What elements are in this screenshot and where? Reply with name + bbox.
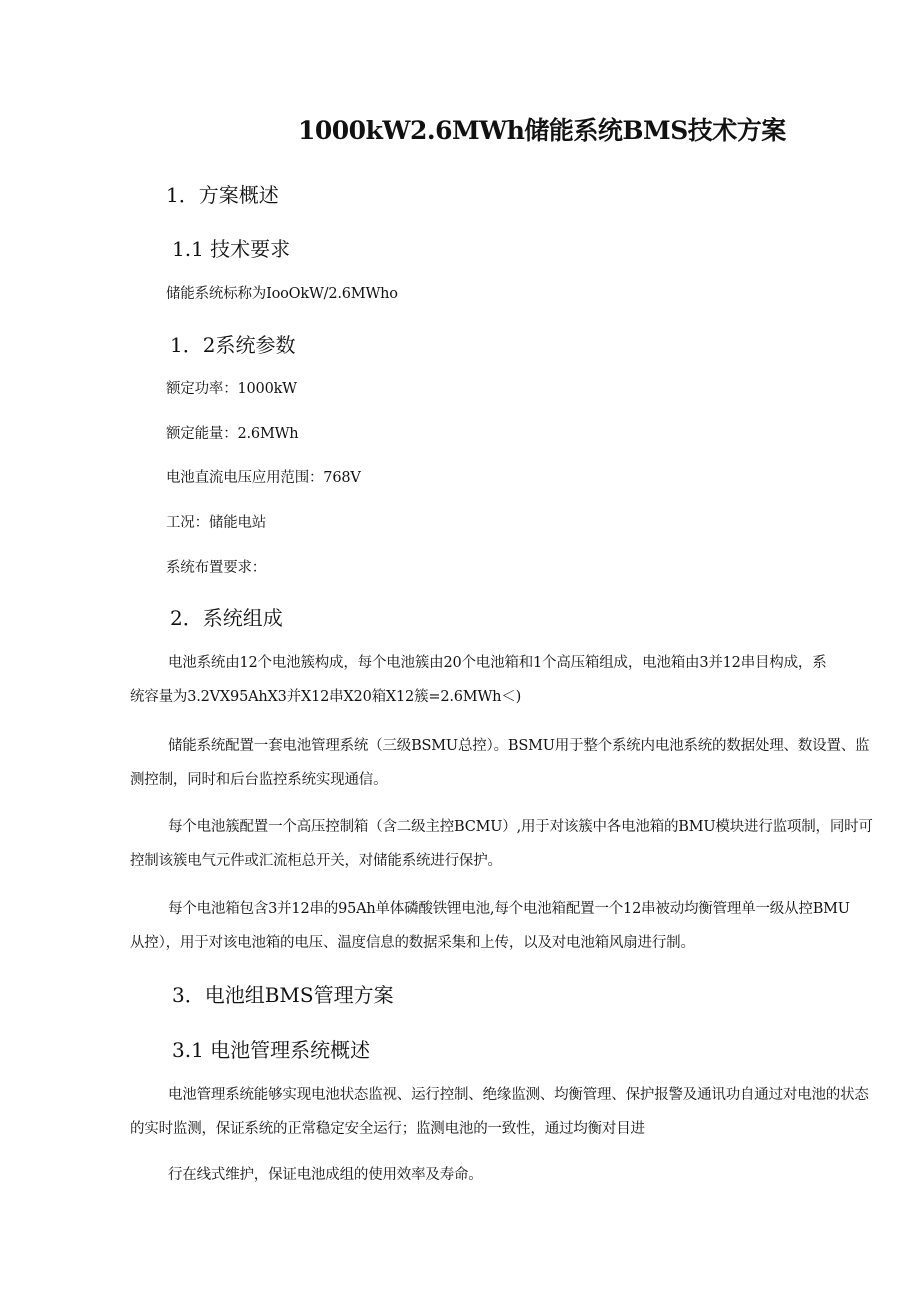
section-1-1-heading: 1.1 技术要求 (172, 237, 291, 261)
section-2-heading: 2．系统组成 (170, 606, 283, 630)
param-rated-energy: 额定能量：2.6MWh (166, 426, 299, 442)
section-3-1-para-line-2: 的实时监测，保证系统的正常稳定安全运行；监测电池的一致性，通过均衡对目进 (130, 1121, 645, 1137)
section-3-1-para-line-3: 行在线式维护，保证电池成组的使用效率及寿命。 (168, 1167, 483, 1183)
section-2-para-4-line-1: 每个电池箱包含3并12串的95Ah单体磷酸铁锂电池,每个电池箱配置一个12串被动均衡管理单一级从控BMU (168, 901, 850, 917)
section-3-1-heading: 3.1 电池管理系统概述 (172, 1038, 371, 1062)
section-1-1-text: 储能系统标称为IooOkW/2.6MWho (166, 286, 398, 302)
param-dc-voltage-range: 电池直流电压应用范围：768V (166, 470, 361, 486)
document-title: 1000kW2.6MWh储能系统BMS技术方案 (298, 116, 786, 145)
section-2-para-2-line-1: 储能系统配置一套电池管理系统（三级BSMU总控）。BSMU用于整个系统内电池系统的数据处理、数设置、监 (168, 738, 870, 754)
param-rated-power: 额定功率：1000kW (166, 381, 297, 397)
section-1-heading: 1．方案概述 (166, 183, 279, 207)
section-2-para-3-line-2: 控制该簇电气元件或汇流柜总开关，对储能系统进行保护。 (130, 853, 502, 869)
section-2-para-1-line-1: 电池系统由12个电池簇构成，每个电池簇由20个电池箱和1个高压箱组成，电池箱由3并12串目构成，系 (168, 655, 827, 671)
section-2-para-3-line-1: 每个电池簇配置一个高压控制箱（含二级主控BCMU）,用于对该簇中各电池箱的BMU模块进行监项制，同时可 (168, 819, 873, 835)
param-layout-requirement: 系统布置要求： (166, 560, 267, 576)
param-working-condition: 工况：储能电站 (166, 515, 267, 531)
section-2-para-4-line-2: 从控），用于对该电池箱的电压、温度信息的数据采集和上传，以及对电池箱风扇进行制。 (130, 935, 695, 951)
section-3-heading: 3．电池组BMS管理方案 (172, 983, 394, 1007)
section-3-1-para-line-1: 电池管理系统能够实现电池状态监视、运行控制、绝缘监测、均衡管理、保护报警及通讯功自通过对电池的状态 (168, 1087, 869, 1103)
section-2-para-2-line-2: 测控制，同时和后台监控系统实现通信。 (130, 772, 388, 788)
section-1-2-heading: 1．2系统参数 (170, 333, 296, 357)
section-2-para-1-line-2: 统容量为3.2VX95AhX3并X12串X20箱X12簇=2.6MWh＜) (130, 689, 522, 705)
